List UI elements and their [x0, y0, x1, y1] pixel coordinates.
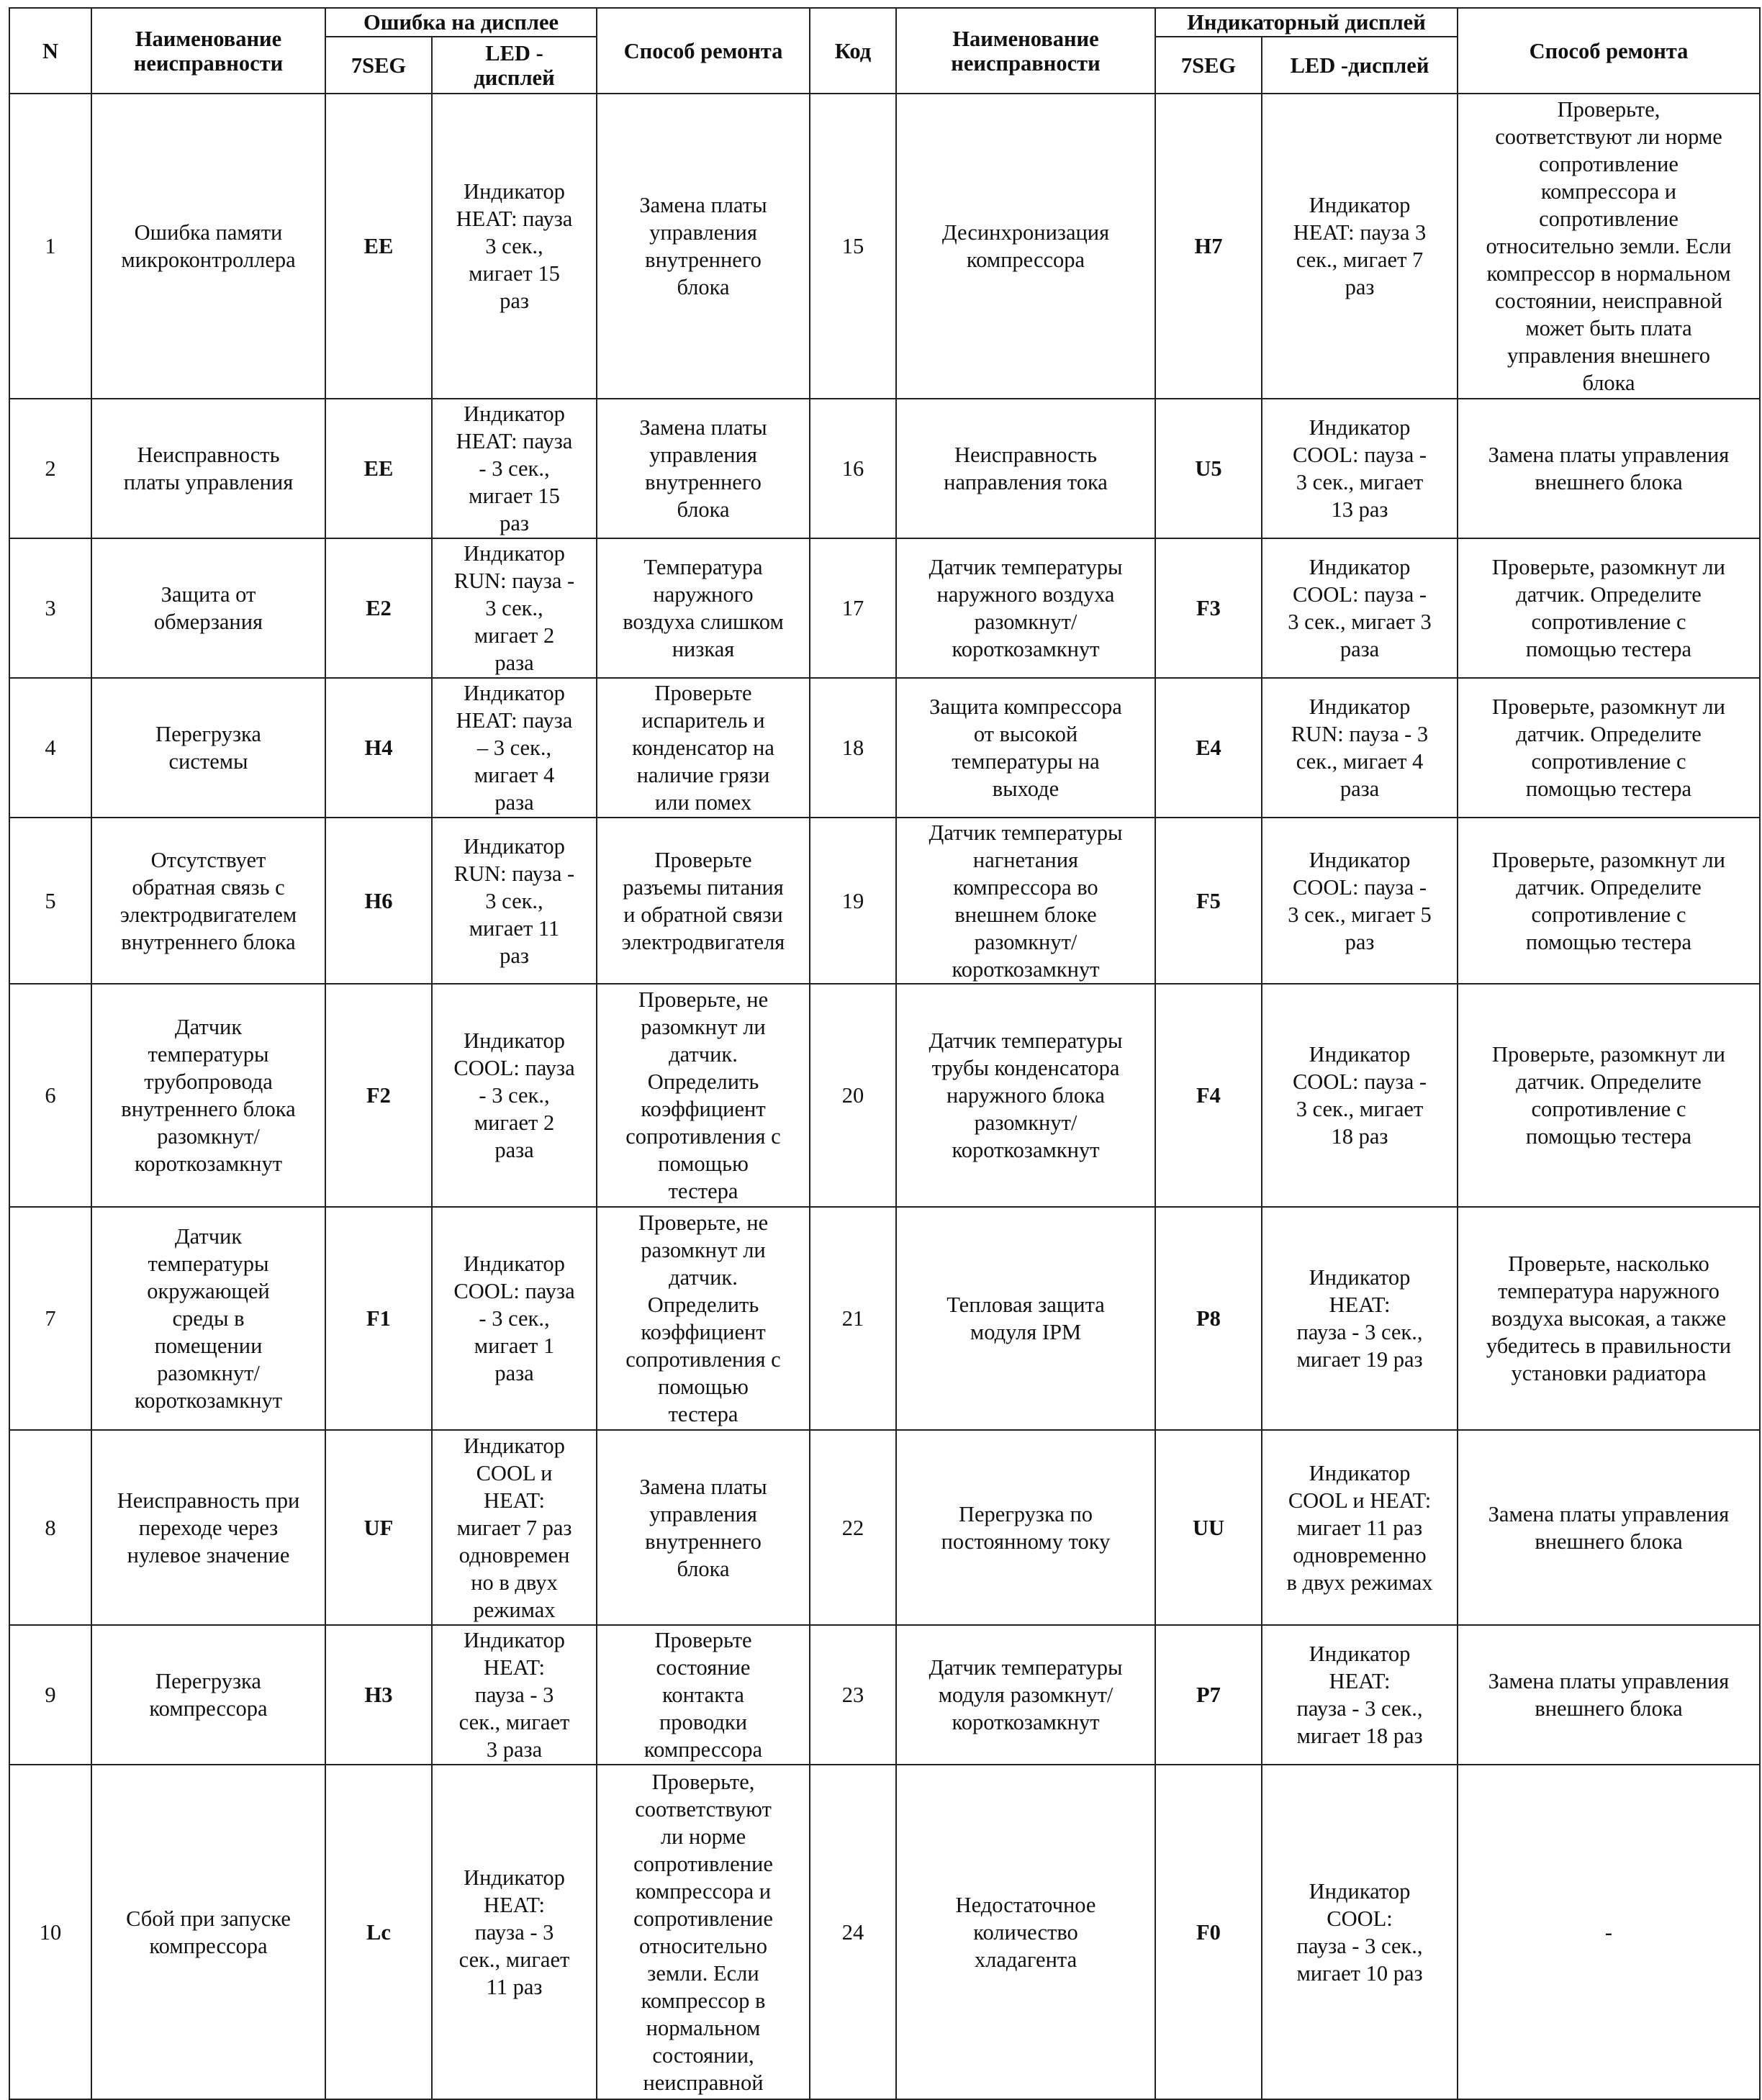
repair-method: Проверьте, соответствуют ли норме сопротивление компрессора и сопротивление относительно земли. Если компрессор в нормальном состоянии, неисправной: [597, 1765, 810, 2099]
header-code: Код: [810, 8, 896, 94]
code-number: 17: [810, 538, 896, 678]
repair-method: Замена платы управления внутреннего блока: [597, 399, 810, 538]
seg-code-2: P8: [1155, 1207, 1262, 1430]
seg-code: H6: [325, 818, 432, 984]
seg-code-2: F3: [1155, 538, 1262, 678]
code-number: 21: [810, 1207, 896, 1430]
row-number: 7: [9, 1207, 91, 1430]
code-number: 16: [810, 399, 896, 538]
table-row: [9, 1625, 1760, 1765]
led-indication: Индикатор HEAT: пауза - 3 сек., мигает 11 раз: [432, 1765, 597, 2099]
seg-code: H3: [325, 1625, 432, 1765]
led-indication: Индикатор COOL и HEAT: мигает 7 раз одновремен но в двух режимах: [432, 1430, 597, 1625]
fault-name-2: Неисправность направления тока: [896, 399, 1155, 538]
fault-name: Датчик температуры окружающей среды в помещении разомкнут/ короткозамкнут: [91, 1207, 325, 1430]
repair-method: Проверьте, не разомкнут ли датчик. Определить коэффициент сопротивления с помощью тестера: [597, 984, 810, 1207]
header-name: Наименование неисправности: [91, 8, 325, 94]
led-indication-2: Индикатор COOL: пауза - 3 сек., мигает 3 раза: [1262, 538, 1458, 678]
repair-method-2: Замена платы управления внешнего блока: [1458, 1430, 1760, 1625]
header-repair-2: Способ ремонта: [1458, 8, 1760, 94]
seg-code: EE: [325, 94, 432, 399]
repair-method-2: Замена платы управления внешнего блока: [1458, 1625, 1760, 1765]
repair-method-2: Проверьте, соответствуют ли норме сопротивление компрессора и сопротивление относительно земли. Если компрессор в нормальном состоянии, неисправной может быть плата управления внешнего блока: [1458, 94, 1760, 399]
row-number: 3: [9, 538, 91, 678]
row-number: 2: [9, 399, 91, 538]
fault-name-2: Датчик температуры нагнетания компрессора во внешнем блоке разомкнут/ короткозамкнут: [896, 818, 1155, 984]
header-led-2: LED -дисплей: [1262, 37, 1458, 94]
error-codes-table: [9, 7, 1761, 2100]
code-number: 24: [810, 1765, 896, 2099]
led-indication-2: Индикатор COOL и HEAT: мигает 11 раз одновременно в двух режимах: [1262, 1430, 1458, 1625]
row-number: 8: [9, 1430, 91, 1625]
seg-code: EE: [325, 399, 432, 538]
led-indication: Индикатор HEAT: пауза - 3 сек., мигает 3 раза: [432, 1625, 597, 1765]
table-row: [9, 984, 1760, 1207]
table-row: [9, 1207, 1760, 1430]
led-indication-2: Индикатор COOL: пауза - 3 сек., мигает 10 раз: [1262, 1765, 1458, 2099]
repair-method-2: -: [1458, 1765, 1760, 2099]
seg-code-2: F5: [1155, 818, 1262, 984]
repair-method: Проверьте испаритель и конденсатор на наличие грязи или помех: [597, 678, 810, 818]
led-indication-2: Индикатор HEAT: пауза - 3 сек., мигает 18 раз: [1262, 1625, 1458, 1765]
led-indication-2: Индикатор RUN: пауза - 3 сек., мигает 4 раза: [1262, 678, 1458, 818]
row-number: 1: [9, 94, 91, 399]
fault-name-2: Десинхронизация компрессора: [896, 94, 1155, 399]
header-led: LED - дисплей: [432, 37, 597, 94]
seg-code: Lc: [325, 1765, 432, 2099]
repair-method-2: Проверьте, разомкнут ли датчик. Определите сопротивление с помощью тестера: [1458, 984, 1760, 1207]
code-number: 18: [810, 678, 896, 818]
fault-name: Неисправность платы управления: [91, 399, 325, 538]
seg-code: E2: [325, 538, 432, 678]
seg-code: F1: [325, 1207, 432, 1430]
header-7seg: 7SEG: [325, 37, 432, 94]
fault-name: Отсутствует обратная связь с электродвигателем внутреннего блока: [91, 818, 325, 984]
row-number: 5: [9, 818, 91, 984]
repair-method-2: Проверьте, разомкнут ли датчик. Определите сопротивление с помощью тестера: [1458, 678, 1760, 818]
fault-name-2: Датчик температуры модуля разомкнут/ короткозамкнут: [896, 1625, 1155, 1765]
header-name-2: Наименование неисправности: [896, 8, 1155, 94]
seg-code: H4: [325, 678, 432, 818]
fault-name-2: Датчик температуры трубы конденсатора наружного блока разомкнут/ короткозамкнут: [896, 984, 1155, 1207]
seg-code-2: F4: [1155, 984, 1262, 1207]
led-indication-2: Индикатор COOL: пауза - 3 сек., мигает 18 раз: [1262, 984, 1458, 1207]
header-repair: Способ ремонта: [597, 8, 810, 94]
code-number: 15: [810, 94, 896, 399]
fault-name: Перегрузка системы: [91, 678, 325, 818]
seg-code-2: E4: [1155, 678, 1262, 818]
led-indication: Индикатор RUN: пауза - 3 сек., мигает 2 раза: [432, 538, 597, 678]
led-indication: Индикатор COOL: пауза - 3 сек., мигает 1 раза: [432, 1207, 597, 1430]
fault-name-2: Недостаточное количество хладагента: [896, 1765, 1155, 2099]
header-7seg-2: 7SEG: [1155, 37, 1262, 94]
led-indication: Индикатор HEAT: пауза 3 сек., мигает 15 раз: [432, 94, 597, 399]
table-row: [9, 818, 1760, 984]
header-display-group: Ошибка на дисплее: [325, 8, 597, 37]
led-indication: Индикатор HEAT: пауза - 3 сек., мигает 15 раз: [432, 399, 597, 538]
repair-method: Замена платы управления внутреннего блока: [597, 94, 810, 399]
row-number: 9: [9, 1625, 91, 1765]
table-row: [9, 399, 1760, 538]
repair-method-2: Проверьте, разомкнут ли датчик. Определите сопротивление с помощью тестера: [1458, 538, 1760, 678]
led-indication: Индикатор COOL: пауза - 3 сек., мигает 2 раза: [432, 984, 597, 1207]
seg-code-2: UU: [1155, 1430, 1262, 1625]
fault-name: Защита от обмерзания: [91, 538, 325, 678]
table-row: [9, 1430, 1760, 1625]
code-number: 19: [810, 818, 896, 984]
led-indication-2: Индикатор COOL: пауза - 3 сек., мигает 13 раз: [1262, 399, 1458, 538]
fault-name: Датчик температуры трубопровода внутреннего блока разомкнут/ короткозамкнут: [91, 984, 325, 1207]
repair-method-2: Замена платы управления внешнего блока: [1458, 399, 1760, 538]
led-indication-2: Индикатор COOL: пауза - 3 сек., мигает 5 раз: [1262, 818, 1458, 984]
fault-name-2: Защита компрессора от высокой температуры на выходе: [896, 678, 1155, 818]
repair-method: Замена платы управления внутреннего блока: [597, 1430, 810, 1625]
led-indication: Индикатор RUN: пауза - 3 сек., мигает 11 раз: [432, 818, 597, 984]
repair-method: Проверьте разъемы питания и обратной связи электродвигателя: [597, 818, 810, 984]
fault-name: Неисправность при переходе через нулевое значение: [91, 1430, 325, 1625]
header-display-group-2: Индикаторный дисплей: [1155, 8, 1458, 37]
code-number: 22: [810, 1430, 896, 1625]
table-row: [9, 94, 1760, 399]
seg-code-2: H7: [1155, 94, 1262, 399]
fault-name-2: Перегрузка по постоянному току: [896, 1430, 1155, 1625]
fault-name: Сбой при запуске компрессора: [91, 1765, 325, 2099]
seg-code: UF: [325, 1430, 432, 1625]
repair-method: Проверьте, не разомкнут ли датчик. Определить коэффициент сопротивления с помощью тестера: [597, 1207, 810, 1430]
seg-code-2: U5: [1155, 399, 1262, 538]
fault-name-2: Тепловая защита модуля IPM: [896, 1207, 1155, 1430]
code-number: 23: [810, 1625, 896, 1765]
fault-name: Ошибка памяти микроконтроллера: [91, 94, 325, 399]
table-row: [9, 1765, 1760, 2099]
led-indication-2: Индикатор HEAT: пауза - 3 сек., мигает 19 раз: [1262, 1207, 1458, 1430]
table-row: [9, 678, 1760, 818]
row-number: 4: [9, 678, 91, 818]
led-indication-2: Индикатор HEAT: пауза 3 сек., мигает 7 раз: [1262, 94, 1458, 399]
row-number: 6: [9, 984, 91, 1207]
repair-method-2: Проверьте, разомкнут ли датчик. Определите сопротивление с помощью тестера: [1458, 818, 1760, 984]
repair-method-2: Проверьте, насколько температура наружного воздуха высокая, а также убедитесь в правильности установки радиатора: [1458, 1207, 1760, 1430]
table-row: [9, 538, 1760, 678]
led-indication: Индикатор HEAT: пауза – 3 сек., мигает 4 раза: [432, 678, 597, 818]
seg-code-2: F0: [1155, 1765, 1262, 2099]
row-number: 10: [9, 1765, 91, 2099]
seg-code-2: P7: [1155, 1625, 1262, 1765]
fault-name-2: Датчик температуры наружного воздуха разомкнут/ короткозамкнут: [896, 538, 1155, 678]
repair-method: Проверьте состояние контакта проводки компрессора: [597, 1625, 810, 1765]
seg-code: F2: [325, 984, 432, 1207]
fault-name: Перегрузка компрессора: [91, 1625, 325, 1765]
header-row-top: [9, 8, 1760, 37]
code-number: 20: [810, 984, 896, 1207]
header-n: N: [9, 8, 91, 94]
repair-method: Температура наружного воздуха слишком низкая: [597, 538, 810, 678]
